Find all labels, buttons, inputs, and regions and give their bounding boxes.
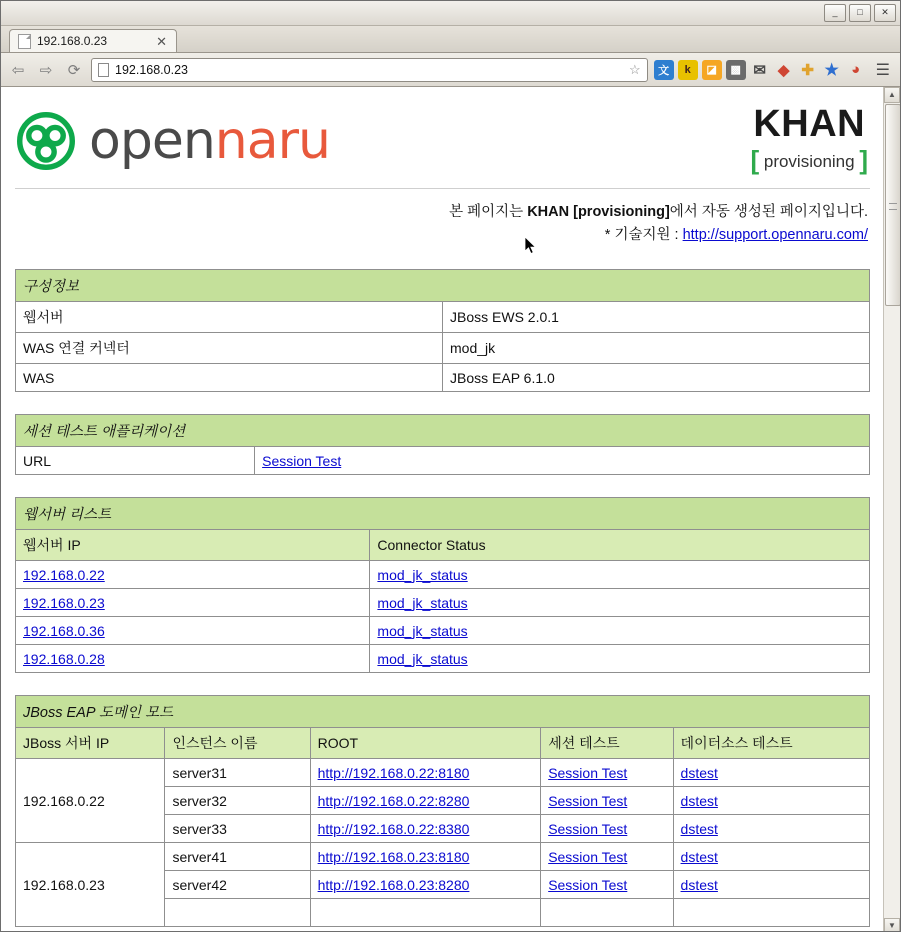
table-section-header: [16, 696, 870, 728]
orange-extension-icon[interactable]: ◪: [702, 60, 722, 80]
session-cell: [541, 815, 673, 843]
webserver-ip-cell: [16, 645, 370, 673]
forward-icon[interactable]: ⇨: [39, 61, 53, 79]
root-cell: [310, 871, 541, 899]
table-section-header: [16, 270, 870, 302]
mail-extension-icon[interactable]: ✉: [753, 61, 766, 79]
session-test-link[interactable]: Session Test: [548, 848, 628, 865]
column-connector-status: Connector Status: [370, 530, 870, 561]
root-link[interactable]: http://192.168.0.22:8380: [317, 820, 470, 837]
table-column-header: [16, 530, 870, 561]
column-jboss-ip: JBoss 서버 IP: [16, 728, 165, 759]
session-url-cell: [255, 447, 870, 475]
dstest-link[interactable]: dstest: [680, 820, 718, 837]
logo-open: open: [89, 110, 215, 171]
dstest-link[interactable]: dstest: [680, 792, 718, 809]
table-column-header: [16, 728, 870, 759]
logo-wordmark: [89, 111, 330, 171]
bracket-right: ]: [859, 145, 868, 175]
session-cell: [541, 871, 673, 899]
root-link[interactable]: http://192.168.0.22:8180: [317, 764, 470, 781]
root-link[interactable]: http://192.168.0.23:8180: [317, 848, 470, 865]
session-cell: [541, 899, 673, 927]
session-test-link[interactable]: Session Test: [548, 876, 628, 893]
config-label: WAS 연결 커넥터: [16, 333, 443, 364]
browser-menu-icon[interactable]: ☰: [875, 61, 890, 79]
khan-title: KHAN: [753, 103, 866, 145]
webserver-ip-link[interactable]: 192.168.0.28: [23, 650, 105, 667]
maximize-button[interactable]: □: [849, 4, 871, 22]
page-header: [15, 87, 870, 186]
notice-line-1: [15, 201, 868, 224]
table-row: [16, 645, 870, 673]
webserver-ip-link[interactable]: 192.168.0.23: [23, 594, 105, 611]
vertical-scrollbar[interactable]: [883, 87, 900, 932]
page-viewport: [1, 87, 900, 932]
session-table-title: 세션 테스트 애플리케이션: [16, 415, 870, 447]
opennaru-logo-icon: [17, 112, 75, 170]
session-test-link[interactable]: Session Test: [548, 820, 628, 837]
instance-name: server33: [165, 815, 310, 843]
session-url-label: URL: [16, 447, 255, 475]
connector-status-cell: [370, 589, 870, 617]
datasource-cell: [673, 843, 869, 871]
bracket-left: [: [750, 145, 760, 175]
table-row: [16, 447, 870, 475]
scrollbar-thumb[interactable]: [885, 104, 900, 306]
qr-extension-icon[interactable]: ▩: [726, 60, 746, 80]
root-cell: [310, 899, 541, 927]
connector-status-cell: [370, 645, 870, 673]
root-link[interactable]: http://192.168.0.23:8280: [317, 876, 470, 893]
column-session-test: 세션 테스트: [541, 728, 673, 759]
datasource-cell: [673, 815, 869, 843]
config-label: 웹서버: [16, 302, 443, 333]
config-value: mod_jk: [443, 333, 870, 364]
khan-subtitle-row: [750, 145, 868, 176]
logo-naru: naru: [214, 110, 330, 171]
dstest-link[interactable]: dstest: [680, 764, 718, 781]
header-divider: [15, 188, 870, 189]
page-info-icon: [98, 63, 109, 77]
url-text: 192.168.0.23: [115, 62, 188, 77]
session-test-link[interactable]: Session Test: [548, 764, 628, 781]
table-row: [16, 589, 870, 617]
root-cell: [310, 759, 541, 787]
column-webserver-ip: 웹서버 IP: [16, 530, 370, 561]
notice-line-2: [15, 224, 868, 247]
root-cell: [310, 815, 541, 843]
scroll-up-icon[interactable]: ▲: [884, 87, 900, 103]
config-label: WAS: [16, 364, 443, 392]
mod-jk-status-link[interactable]: mod_jk_status: [377, 622, 468, 639]
instance-name: server42: [165, 871, 310, 899]
instance-name: server41: [165, 843, 310, 871]
notice-khan: KHAN [provisioning]: [527, 204, 670, 220]
support-label: * 기술지원 :: [604, 227, 683, 244]
table-row: [16, 561, 870, 589]
root-cell: [310, 787, 541, 815]
instance-name: server32: [165, 787, 310, 815]
webserver-ip-cell: [16, 561, 370, 589]
root-link[interactable]: http://192.168.0.22:8280: [317, 792, 470, 809]
webserver-ip-cell: [16, 617, 370, 645]
khan-logo: [750, 105, 868, 176]
shield-extension-icon[interactable]: ◆: [777, 61, 790, 79]
webserver-ip-link[interactable]: 192.168.0.22: [23, 566, 105, 583]
instance-name: server31: [165, 759, 310, 787]
column-root: ROOT: [310, 728, 541, 759]
close-tab-icon[interactable]: ✕: [156, 33, 167, 49]
puzzle-extension-icon[interactable]: ✚: [801, 61, 814, 79]
dstest-link[interactable]: dstest: [680, 848, 718, 865]
address-bar[interactable]: [91, 58, 648, 82]
clock-extension-icon[interactable]: ◕: [851, 61, 861, 78]
table-section-header: [16, 415, 870, 447]
tab-192-168-0-23[interactable]: [9, 29, 177, 52]
datasource-cell: [673, 787, 869, 815]
mod-jk-status-link[interactable]: mod_jk_status: [377, 594, 468, 611]
auto-generated-notice: [15, 201, 870, 247]
mod-jk-status-link[interactable]: mod_jk_status: [377, 566, 468, 583]
navigation-toolbar: [1, 53, 900, 87]
table-row: [16, 843, 870, 871]
column-instance-name: 인스턴스 이름: [165, 728, 310, 759]
datasource-cell: [673, 759, 869, 787]
bookmarks-extension-icon[interactable]: ★: [824, 61, 839, 79]
scroll-down-icon[interactable]: ▼: [884, 918, 900, 932]
connector-status-cell: [370, 617, 870, 645]
page-favicon-icon: [18, 34, 31, 49]
connector-status-cell: [370, 561, 870, 589]
jboss-table-title: JBoss EAP 도메인 모드: [16, 696, 870, 728]
session-cell: [541, 843, 673, 871]
table-row: [16, 759, 870, 787]
jboss-server-ip: 192.168.0.23: [16, 843, 165, 927]
session-cell: [541, 759, 673, 787]
table-row: [16, 302, 870, 333]
config-value: JBoss EWS 2.0.1: [443, 302, 870, 333]
datasource-cell: [673, 871, 869, 899]
session-test-link[interactable]: Session Test: [548, 792, 628, 809]
table-row: [16, 617, 870, 645]
webserver-list-table: [15, 497, 870, 673]
jboss-server-ip: 192.168.0.22: [16, 759, 165, 843]
jboss-domain-table: [15, 695, 870, 927]
bookmark-star-icon[interactable]: ☆: [629, 61, 641, 77]
translate-extension-icon[interactable]: 文: [654, 60, 674, 80]
dstest-link[interactable]: dstest: [680, 876, 718, 893]
webserver-table-title: 웹서버 리스트: [16, 498, 870, 530]
tab-title: 192.168.0.23: [37, 34, 108, 48]
opennaru-logo: [17, 111, 330, 171]
session-cell: [541, 787, 673, 815]
khan-subtitle: provisioning: [763, 152, 855, 171]
mod-jk-status-link[interactable]: mod_jk_status: [377, 650, 468, 667]
support-link[interactable]: http://support.opennaru.com/: [682, 227, 868, 244]
datasource-cell: [673, 899, 869, 927]
table-row: [16, 364, 870, 392]
webserver-ip-link[interactable]: 192.168.0.36: [23, 622, 105, 639]
extension-toolbar: [654, 60, 866, 80]
root-cell: [310, 843, 541, 871]
config-table: [15, 269, 870, 392]
kakao-extension-icon[interactable]: k: [678, 60, 698, 80]
instance-name: [165, 899, 310, 927]
config-value: JBoss EAP 6.1.0: [443, 364, 870, 392]
notice-suffix: 에서 자동 생성된 페이지입니다.: [669, 204, 868, 220]
tab-strip: [1, 26, 900, 53]
title-bar: [1, 1, 900, 26]
config-table-title: 구성정보: [16, 270, 870, 302]
back-icon[interactable]: ⇦: [11, 61, 25, 79]
reload-icon[interactable]: ⟳: [67, 61, 81, 79]
page-content: [1, 87, 884, 932]
table-row: [16, 333, 870, 364]
session-test-table: [15, 414, 870, 475]
table-section-header: [16, 498, 870, 530]
webserver-ip-cell: [16, 589, 370, 617]
column-datasource-test: 데이터소스 테스트: [673, 728, 869, 759]
close-window-button[interactable]: ✕: [874, 4, 896, 22]
notice-prefix: 본 페이지는: [449, 204, 528, 220]
minimize-button[interactable]: _: [824, 4, 846, 22]
session-test-link[interactable]: Session Test: [262, 452, 342, 469]
